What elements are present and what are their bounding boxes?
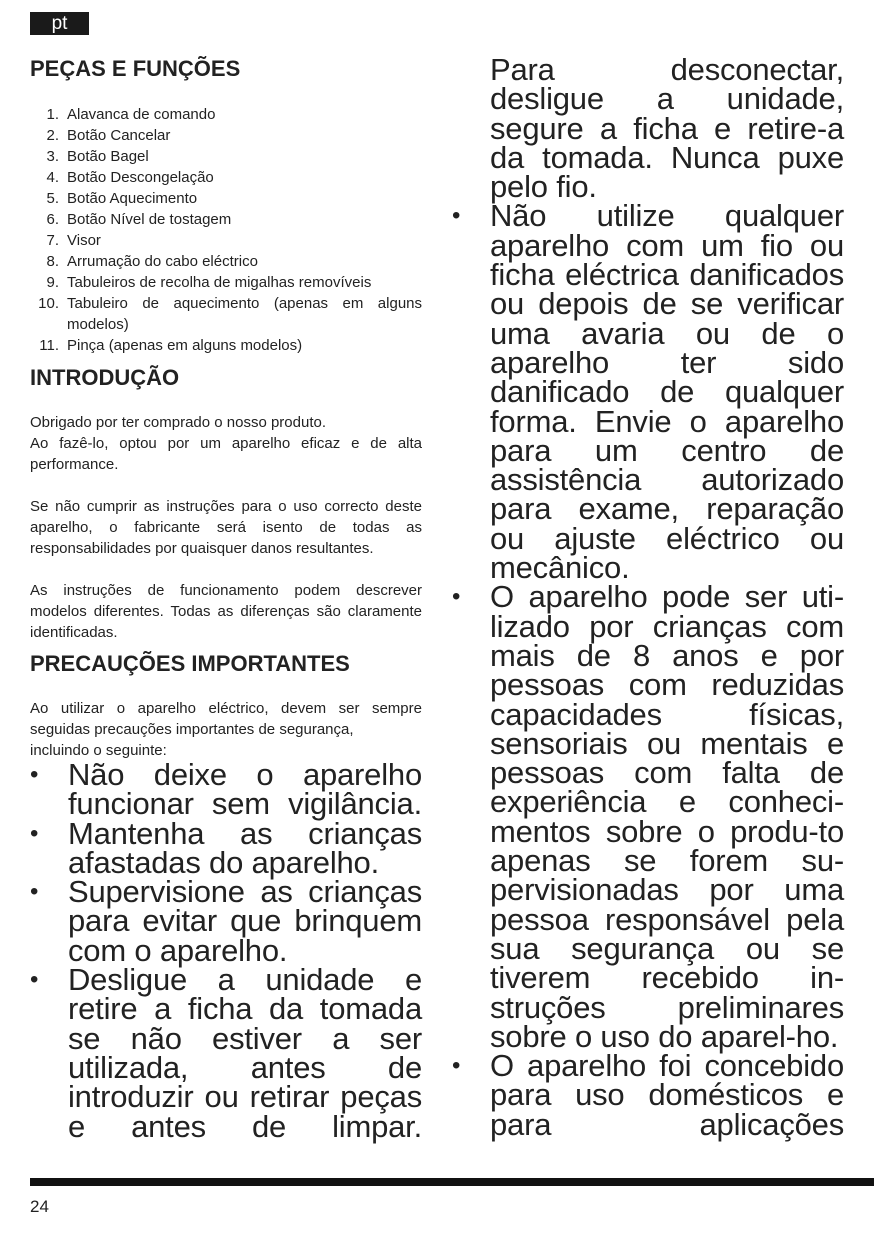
list-item: 9. Tabuleiros de recolha de migalhas removíveis xyxy=(46,274,372,291)
continuation-text: Para desconectar, desligue a unidade, segure a ficha e retire-a da tomada. Nunca puxe pelo fio. xyxy=(490,52,844,205)
parts-heading: PEÇAS E FUNÇÕES xyxy=(30,56,241,81)
precautions-intro-line-2: seguidas precauções importantes de segurança, xyxy=(30,721,354,738)
list-item: • Desligue a unidade e retire a ficha da tomada se não estiver a ser utilizada, antes de introduzir ou retirar peças e antes de limpar. xyxy=(30,962,422,1144)
bullet-icon: • xyxy=(30,819,39,847)
list-item: • Não utilize qualquer aparelho com um fio ou ficha eléctrica danificados ou depois de se verificar uma avaria ou de o aparelho ter sido danificado de qualquer forma. Envie o aparelho para um centro de assistência autorizado para exame, reparação ou ajuste eléctrico ou mecânico. xyxy=(452,198,844,586)
parts-list xyxy=(30,104,422,356)
intro-heading: INTRODUÇÃO xyxy=(30,365,180,390)
bullet-icon: • xyxy=(30,966,39,994)
list-item: • O aparelho pode ser uti-lizado por crianças com mais de 8 anos e por pessoas com reduzidas capacidades físicas, sensoriais ou mentais e pessoas com falta de experiência e conheci-mentos sobre o produ-to apenas se forem su-pervisionadas por uma pessoa responsável pela sua segurança ou se tiverem recebido in-struções preliminares sobre o uso do aparel-ho. xyxy=(452,579,844,1054)
list-item: 2. Botão Cancelar xyxy=(46,127,171,144)
list-item: • Não deixe o aparelho funcionar sem vigilância. xyxy=(30,757,422,822)
precautions-intro-line-3: incluindo o seguinte: xyxy=(30,742,167,759)
intro-paragraph-1: Obrigado por ter comprado o nosso produto. xyxy=(30,414,327,431)
list-item: 7. Visor xyxy=(46,232,101,249)
intro-paragraph-4: As instruções de funcionamento podem descrever modelos diferentes. Todas as diferenças são claramente identificadas. xyxy=(30,582,422,641)
left-bullet-list xyxy=(30,757,422,1144)
bullet-icon: • xyxy=(30,761,39,788)
bullet-icon: • xyxy=(452,1052,461,1080)
list-item: 5. Botão Aquecimento xyxy=(46,190,198,207)
page-number: 24 xyxy=(30,1197,49,1216)
right-bullet-list xyxy=(452,52,844,1142)
list-item: • Mantenha as crianças afastadas do aparelho. xyxy=(30,815,422,880)
bullet-icon: • xyxy=(30,878,39,906)
bullet-icon: • xyxy=(452,202,461,230)
list-item: 1. Alavanca de comando xyxy=(46,106,216,123)
bullet-icon: • xyxy=(452,583,461,611)
list-item: 8. Arrumação do cabo eléctrico xyxy=(46,253,258,270)
list-item: • Supervisione as crianças para evitar que brinquem com o aparelho. xyxy=(30,874,422,968)
footer-rule xyxy=(30,1178,874,1186)
list-item: 3. Botão Bagel xyxy=(46,148,149,165)
precautions-heading: PRECAUÇÕES IMPORTANTES xyxy=(30,651,350,676)
left-column xyxy=(30,52,422,1144)
intro-paragraph-3: Se não cumprir as instruções para o uso correcto deste aparelho, o fabricante será isento de todas as responsabilidades por quaisquer danos resultantes. xyxy=(30,498,422,557)
list-item: 10. Tabuleiro de aquecimento (apenas em alguns modelos) xyxy=(38,295,422,333)
precautions-intro-line-1: Ao utilizar o aparelho eléctrico, devem ser sempre xyxy=(30,700,422,717)
right-column xyxy=(452,52,844,1142)
list-item xyxy=(452,52,844,205)
list-item: 11. Pinça (apenas em alguns modelos) xyxy=(39,337,303,354)
list-item: 6. Botão Nível de tostagem xyxy=(46,211,232,228)
list-item: 4. Botão Descongelação xyxy=(46,169,214,186)
list-item: • O aparelho foi concebido para uso domésticos e para aplicações xyxy=(452,1048,844,1142)
language-tab: pt xyxy=(30,12,89,35)
intro-paragraph-2: Ao fazê-lo, optou por um aparelho eficaz e de alta performance. xyxy=(30,435,422,473)
